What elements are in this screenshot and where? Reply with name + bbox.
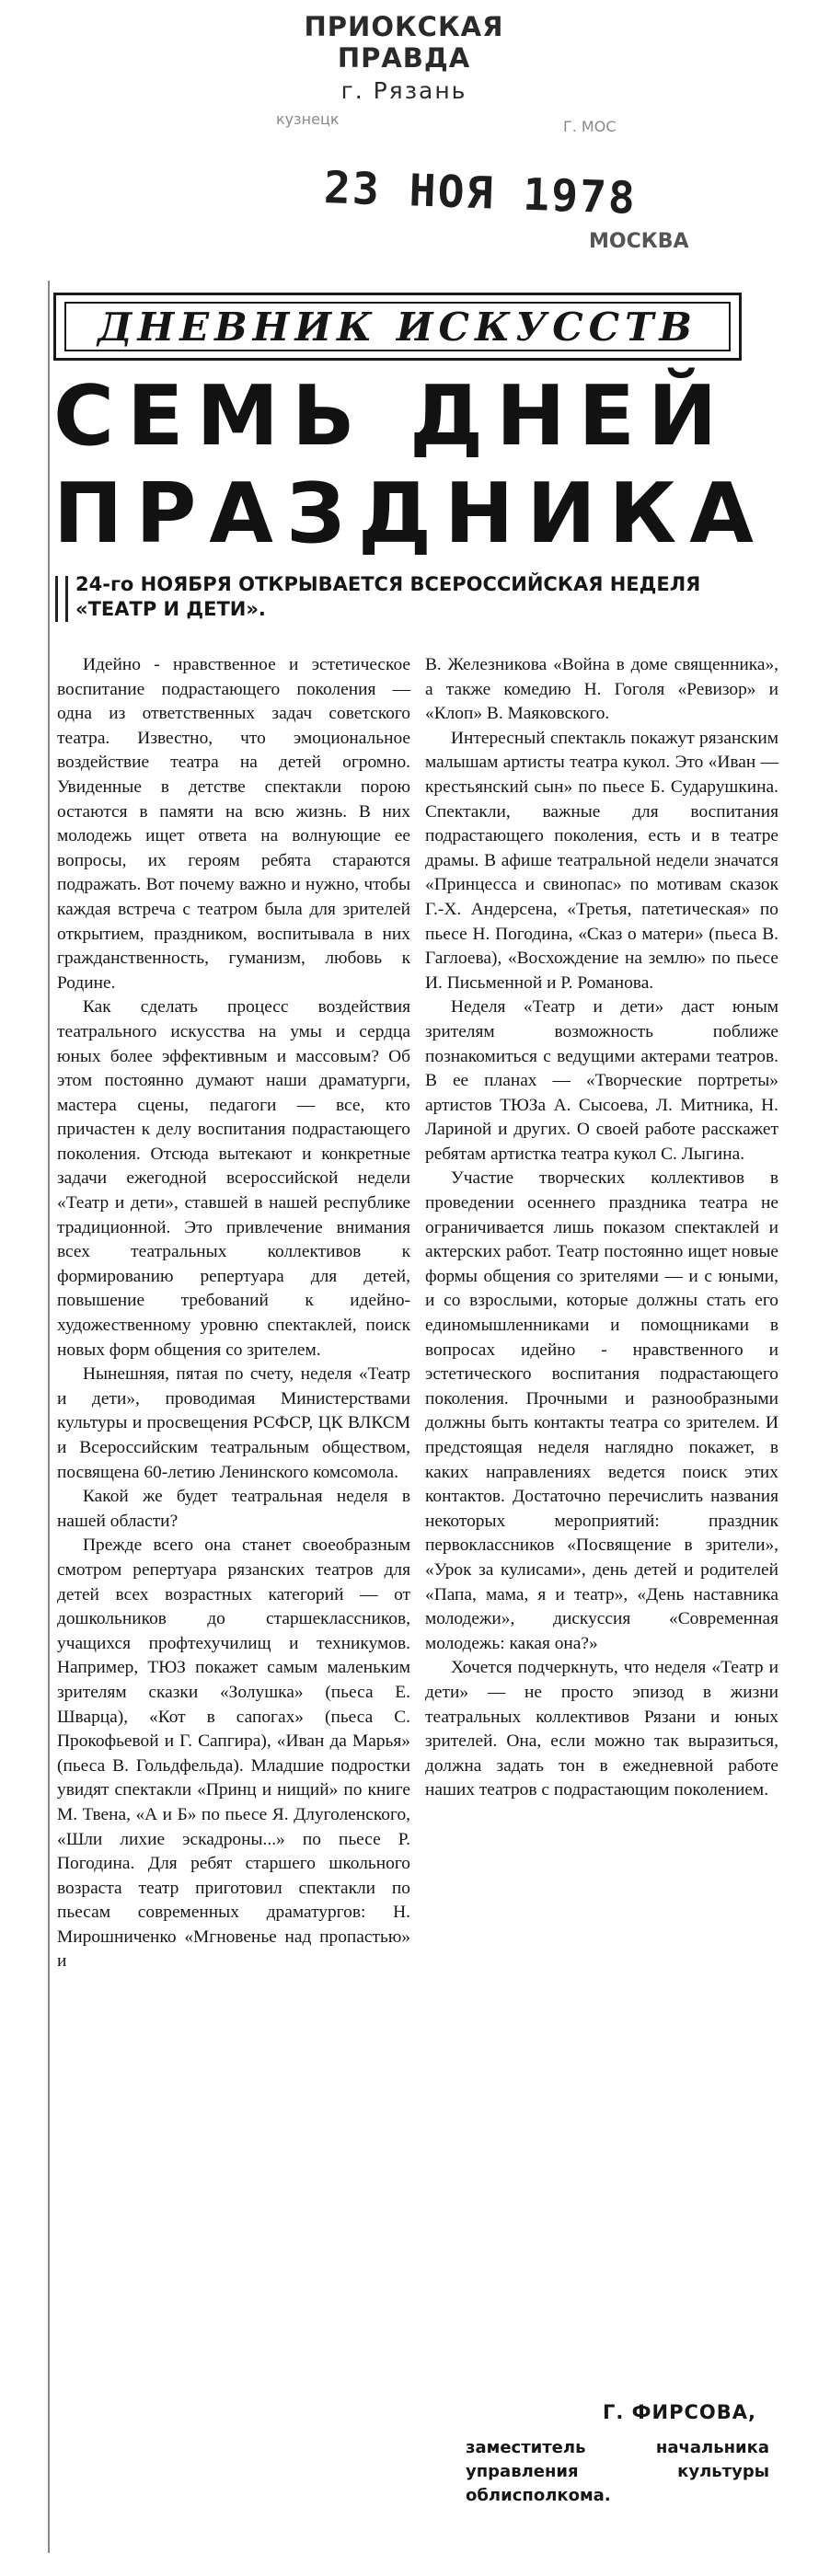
paragraph: В. Железникова «Война в доме священника», а также комедию Н. Гоголя «Ревизор» и «Клоп» В. Маяковского. — [425, 655, 778, 724]
source-label — [274, 11, 534, 104]
paragraph: Интересный спектакль покажут рязанским малышам артисты театра кукол. Это «Иван — крестьянский сын» по пьесе Б. Сударушкина. Спектакли, важные для воспитания подрастающего поколения, есть и в театре драмы. В афише театральной недели значатся «Принцесса и свинопас» по мотивам сказок Г.-Х. Андерсена, «Третья, патетическая» по пьесе Н. Погодина, «Сказ о матери» (пьеса В. Гаглоева), «Восхождение на землю» по пьесе И. Письменной и Р. Романова. — [425, 728, 778, 993]
author-name: Г. ФИРСОВА, — [603, 2401, 756, 2423]
newspaper-name: ПРИОКСКАЯ ПРАВДА — [304, 11, 504, 74]
article-column-right — [425, 653, 778, 1803]
paragraph: Хочется подчеркнуть, что неделя «Театр и дети» — не просто эпизод в жизни театральных коллективов Рязани и юных зрителей. Она, если можно так выразиться, должна задать тон в ежедневной работе наших театров с подрастающим поколением. — [425, 1658, 778, 1800]
paragraph: Какой же будет театральная неделя в нашей области? — [57, 1487, 410, 1531]
author-position: заместитель начальника управления культуры облисполкома. — [466, 2438, 769, 2505]
stamp-city: МОСКВА — [589, 230, 689, 253]
rubric-frame — [53, 293, 742, 361]
headline-line-1: СЕМЬ ДНЕЙ — [53, 368, 731, 465]
headline-line-2: ПРАЗДНИКА — [53, 466, 767, 562]
paragraph: Идейно - нравственное и эстетическое воспитание подрастающего поколения — одна из ответственных задач советского театра. Известно, что эмоциональное воздействие театра на детей огромно. Увиденные в детстве спектакли порою остаются в памяти на всю жизнь. В них молодежь ищет ответа на волнующие ее вопросы, их героям ребята стараются подражать. Вот почему важно и нужно, чтобы каждая встреча с театром была для зрителей открытием, праздником, воспитывала в них гражданственность, гуманизм, любовь к Родине. — [57, 655, 410, 993]
paragraph: Как сделать процесс воздействия театрального искусства на умы и сердца юных более эффективным и массовым? Об этом постоянно думают наши драматурги, мастера сцены, педагоги — все, кто причастен к делу воспитания подрастающего поколения. Отсюда вытекают и конкретные задачи ежегодной всероссийской недели «Театр и дети», ставшей в нашей республике традиционной. Это привлечение внимания всех театральных коллективов к формированию репертуара для детей, повышение требований к идейно-художественному уровню спектаклей, поиск новых форм общения со зрителем. — [57, 997, 410, 1360]
headline — [53, 368, 817, 563]
paragraph: Нынешняя, пятая по счету, неделя «Театр и дети», проводимая Министерствами культуры и просвещения РСФСР, ЦК ВЛКСМ и Всероссийским театральным обществом, посвящена 60-летию Ленинского комсомола. — [57, 1364, 410, 1482]
rubric-title: ДНЕВНИК ИСКУССТВ — [64, 302, 731, 351]
date-stamp: 23 НОЯ 1978 — [323, 162, 638, 224]
paragraph: Участие творческих коллективов в проведении осеннего праздника театра не ограничивается лишь показом спектаклей и актерских работ. Театр постоянно ищет новые формы общения со зрителями — и с юными, и со взрослыми, которые должны стать его единомышленниками и помощниками в вопросах идейно - нравственного и эстетического воспитания подрастающего поколения. Прочными и разнообразными должны быть контакты театра со зрителем. И предстоящая неделя наглядно покажет, в каких направлениях ведется поиск этих контактов. Достаточно перечислить названия некоторых мероприятий: праздник первоклассников «Посвящение в зрители», «Урок за кулисами», день детей и родителей «Папа, мама, я и театр», «День наставника молодежи», дискуссия «Современная молодежь: какая она?» — [425, 1168, 778, 1653]
stamp-fragment-right: Г. МОС — [563, 118, 617, 135]
stamp-fragment-left: кузнецк — [276, 110, 340, 128]
paragraph: Неделя «Театр и дети» даст юным зрителям возможность поближе познакомиться с ведущими актерами театров. В ее планах — «Творческие портреты» артистов ТЮЗа А. Сысоева, Л. Митника, Н. Лариной и других. О своей работе расскажет ребятам артистка театра кукол С. Лыгина. — [425, 997, 778, 1164]
newspaper-city: г. Рязань — [340, 77, 467, 104]
paragraph: Прежде всего она станет своеобразным смотром репертуара рязанских театров для детей всех возрастных категорий — от дошкольников до старшеклассников, учащихся профтехучилищ и техникумов. Например, ТЮЗ покажет самым маленьким зрителям сказки «Золушка» (пьеса Е. Шварца), «Кот в сапогах» (пьеса С. Прокофьевой и Г. Сапгира), «Иван да Марья» (пьеса В. Гольдфельда). Младшие подростки увидят спектакли «Принц и нищий» по книге М. Твена, «А и Б» по пьесе Я. Длуголенского, «Шли лихие эскадроны...» по пьесе Р. Погодина. Для ребят старшего школьного возраста театр приготовил спектакли по пьесам современных драматургов: Н. Мирошниченко «Мгновенье над пропастью» и — [57, 1535, 410, 1972]
article-column-left — [57, 653, 410, 1974]
lead-marker — [55, 576, 68, 622]
lead-paragraph: 24-го НОЯБРЯ ОТКРЫВАЕТСЯ ВСЕРОССИЙСКАЯ НЕДЕЛЯ «ТЕАТР И ДЕТИ». — [75, 573, 701, 620]
